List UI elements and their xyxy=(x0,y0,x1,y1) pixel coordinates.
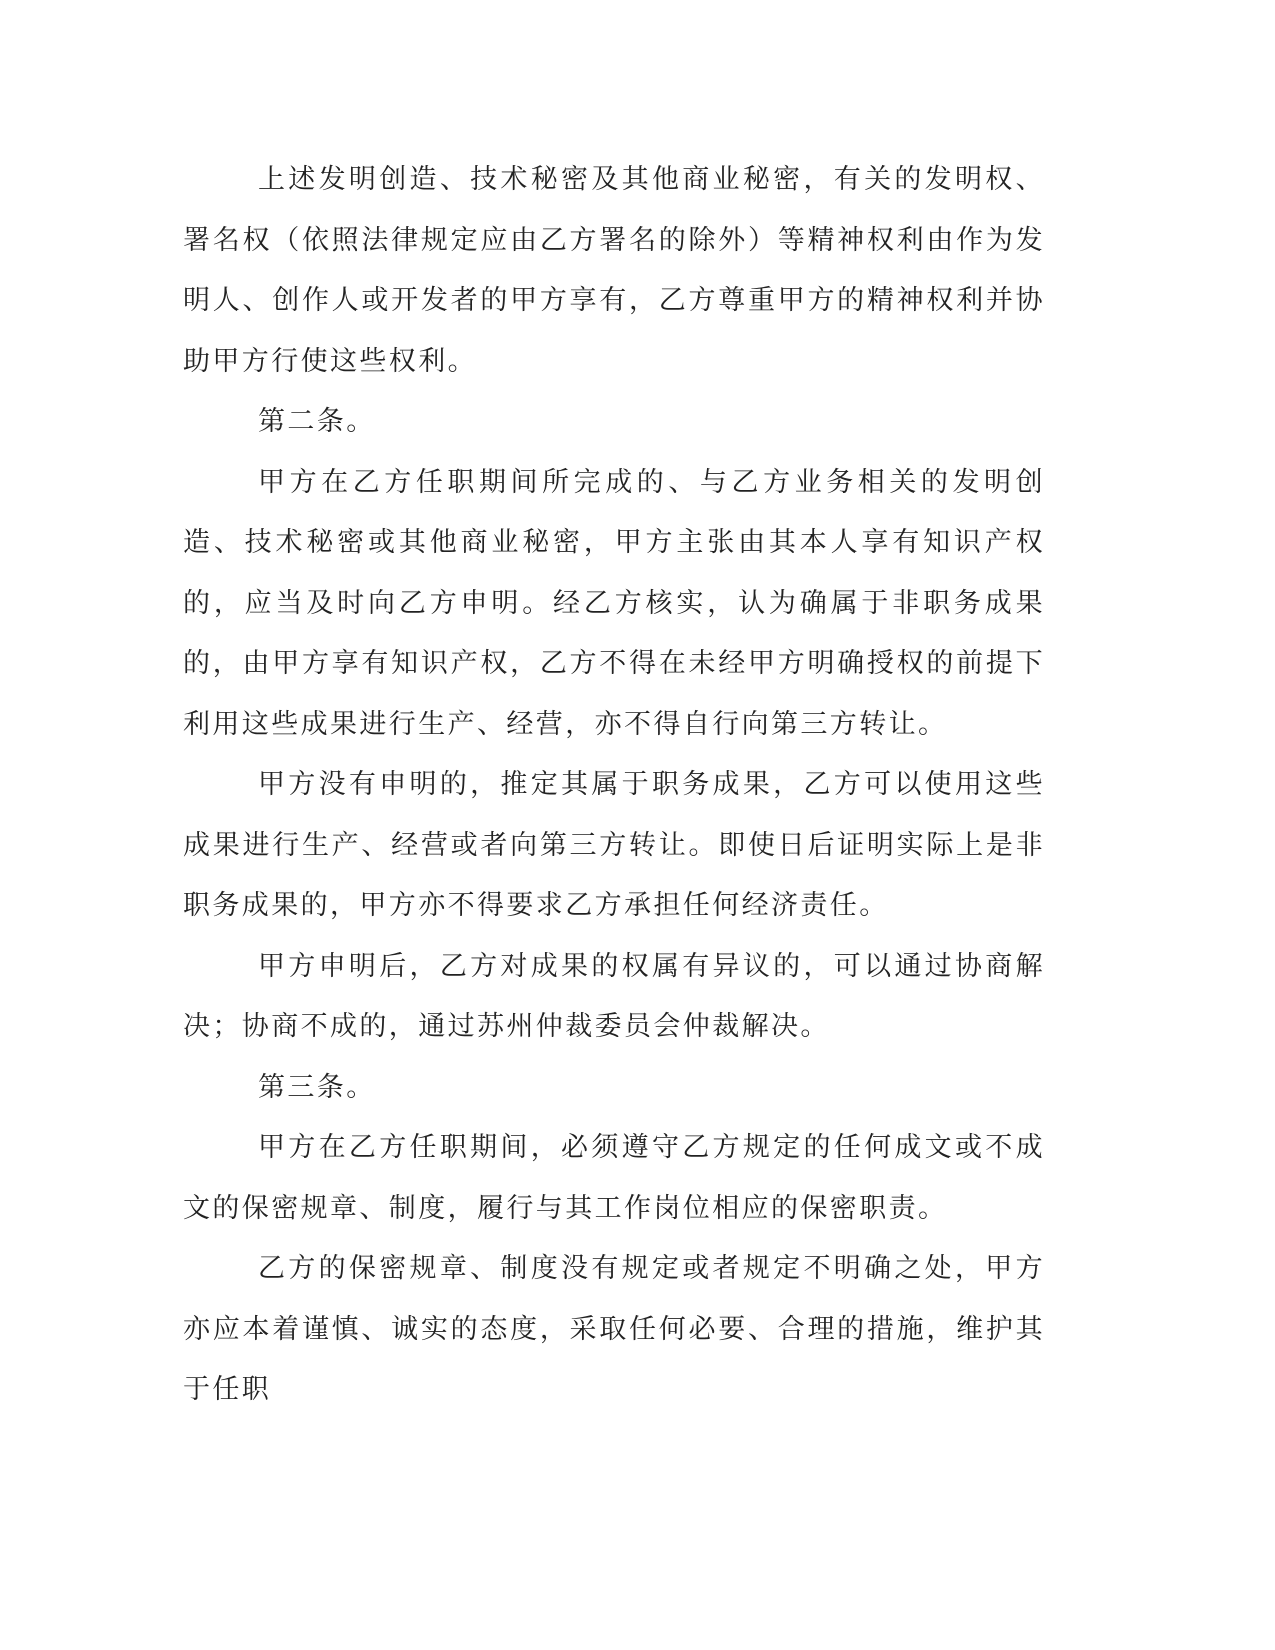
document-body xyxy=(183,150,1045,1421)
paragraph-dispute-resolution: 甲方申明后，乙方对成果的权属有异议的，可以通过协商解决；协商不成的，通过苏州仲裁委员会仲裁解决。 xyxy=(183,950,1045,1042)
paragraph-confidentiality-rules: 甲方在乙方任职期间，必须遵守乙方规定的任何成文或不成文的保密规章、制度，履行与其工作岗位相应的保密职责。 xyxy=(183,1132,1045,1224)
article-2-heading: 第二条。 xyxy=(258,406,376,437)
paragraph-moral-rights: 上述发明创造、技术秘密及其他商业秘密，有关的发明权、署名权（依照法律规定应由乙方署名的除外）等精神权利由作为发明人、创作人或开发者的甲方享有，乙方尊重甲方的精神权利并协助甲方行使这些权利。 xyxy=(183,164,1045,377)
paragraph-no-declaration: 甲方没有申明的，推定其属于职务成果，乙方可以使用这些成果进行生产、经营或者向第三方转让。即使日后证明实际上是非职务成果的，甲方亦不得要求乙方承担任何经济责任。 xyxy=(183,769,1045,921)
article-3-heading: 第三条。 xyxy=(258,1071,376,1103)
paragraph-ip-declaration: 甲方在乙方任职期间所完成的、与乙方业务相关的发明创造、技术秘密或其他商业秘密，甲方主张由其本人享有知识产权的，应当及时向乙方申明。经乙方核实，认为确属于非职务成果的，由甲方享有知识产权，乙方不得在未经甲方明确授权的前提下利用这些成果进行生产、经营，亦不得自行向第三方转让。 xyxy=(183,466,1045,740)
paragraph-confidentiality-duty: 乙方的保密规章、制度没有规定或者规定不明确之处，甲方亦应本着谨慎、诚实的态度，采取任何必要、合理的措施，维护其于任职 xyxy=(183,1253,1045,1405)
